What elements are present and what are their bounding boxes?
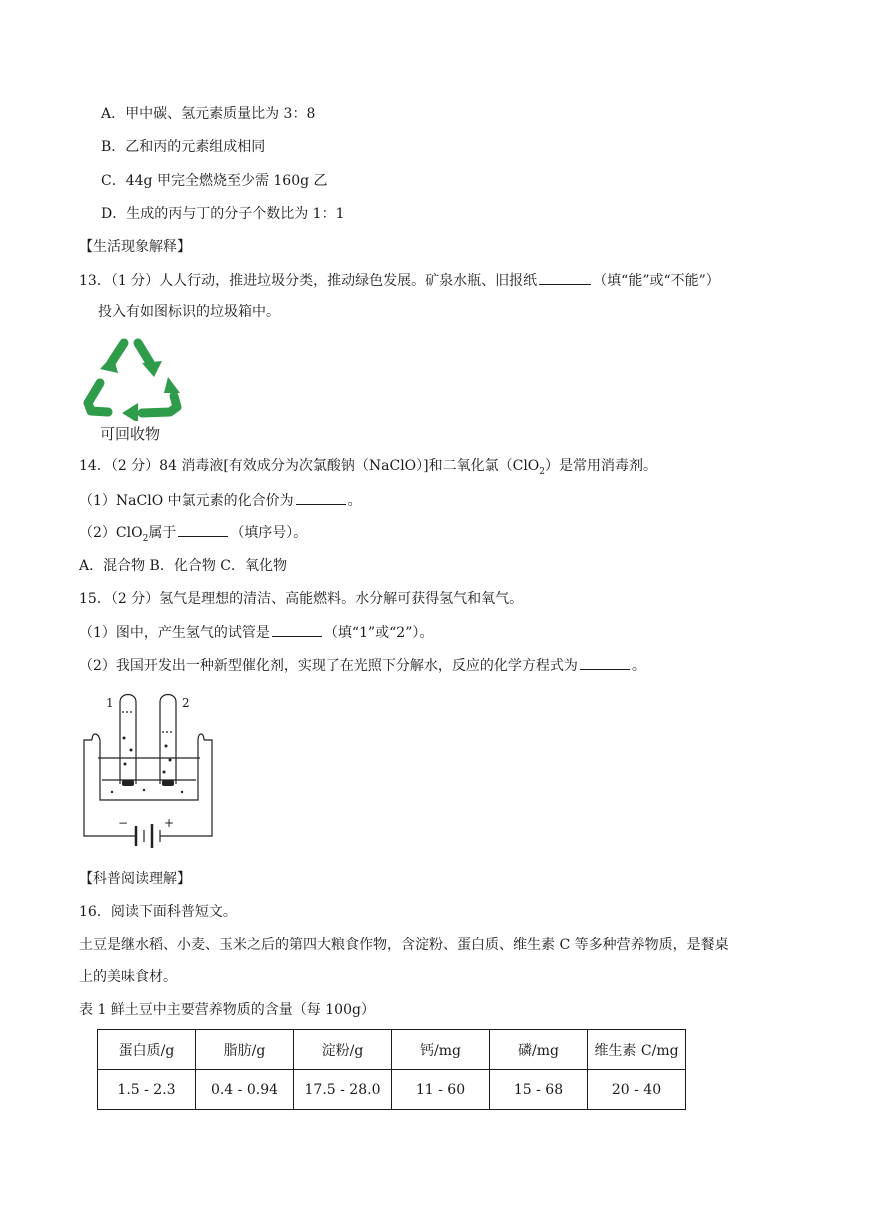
- q14-p2-blank[interactable]: [178, 522, 228, 537]
- electrolysis-diagram: [78, 688, 220, 856]
- table-header-cell: 维生素 C/mg: [588, 1030, 686, 1070]
- option-b: B．乙和丙的元素组成相同: [101, 139, 266, 155]
- table-cell: 15 - 68: [490, 1070, 588, 1110]
- q14-p2-mid: 属于: [148, 525, 177, 541]
- q15-p1-blank[interactable]: [272, 622, 322, 637]
- table-cell: 17.5 - 28.0: [294, 1070, 392, 1110]
- q13-text2: （填“能”或“不能”）: [593, 273, 720, 289]
- q15-part1: [79, 622, 433, 643]
- q14-p2-sub: 2: [142, 533, 149, 544]
- q15-p1-end: （填“1”或“2”）。: [323, 625, 434, 641]
- q14-part2: [79, 522, 307, 549]
- electrolysis-apparatus: [78, 688, 220, 856]
- q15-p1-text: （1）图中，产生氢气的试管是: [79, 625, 270, 641]
- tube-label-2: 2: [182, 696, 190, 710]
- recycle-label: 可回收物: [100, 425, 161, 443]
- q13-stem: [79, 270, 720, 291]
- q15-p2-blank[interactable]: [580, 655, 630, 670]
- table-header-cell: 脂肪/g: [196, 1030, 294, 1070]
- q14-p1-text: （1）NaClO 中氯元素的化合价为: [79, 493, 294, 509]
- q15-stem: 15．（2 分）氢气是理想的清洁、高能燃料。水分解可获得氢气和氧气。: [79, 591, 524, 607]
- option-c: C．44g 甲完全燃烧至少需 160g 乙: [101, 173, 328, 189]
- table-cell: 11 - 60: [392, 1070, 490, 1110]
- q15-p2-text: （2）我国开发出一种新型催化剂，实现了在光照下分解水，反应的化学方程式为: [79, 658, 578, 674]
- battery-plus-label: +: [164, 816, 175, 830]
- q15-p2-end: 。: [631, 658, 646, 674]
- section-heading-sci: 【科普阅读理解】: [79, 871, 191, 887]
- option-d: D．生成的丙与丁的分子个数比为 1：1: [101, 206, 345, 222]
- table-header-cell: 钙/mg: [392, 1030, 490, 1070]
- table-cell: 1.5 - 2.3: [98, 1070, 196, 1110]
- table-header-cell: 淀粉/g: [294, 1030, 392, 1070]
- q14-part1: [79, 490, 362, 511]
- tube-label-1: 1: [106, 696, 114, 710]
- battery-minus-label: −: [118, 816, 129, 830]
- q16-paragraph-line1: 土豆是继水稻、小麦、玉米之后的第四大粮食作物，含淀粉、蛋白质、维生素 C 等多种营养物质，是餐桌: [79, 937, 729, 953]
- option-a: A．甲中碳、氢元素质量比为 3：8: [101, 106, 316, 122]
- q13-stem-cont: 投入有如图标识的垃圾箱中。: [98, 304, 280, 320]
- table-row: [98, 1070, 686, 1110]
- q14-stem-sub: 2: [539, 466, 546, 477]
- table-header-row: [98, 1030, 686, 1070]
- q14-stem: [79, 456, 657, 482]
- q14-p1-end: 。: [347, 493, 362, 509]
- q13-answer-blank[interactable]: [539, 270, 591, 285]
- q14-p1-blank[interactable]: [296, 490, 346, 505]
- q16-stem: 16．阅读下面科普短文。: [79, 904, 237, 920]
- q14-choices: A．混合物 B．化合物 C．氧化物: [79, 558, 288, 574]
- q14-stem-text: 14．（2 分）84 消毒液[有效成分为次氯酸钠（NaClO）]和二氧化氯（ClO: [79, 458, 540, 474]
- table-header-cell: 磷/mg: [490, 1030, 588, 1070]
- recycle-logo: [80, 333, 184, 445]
- q16-paragraph-line2: 上的美味食材。: [79, 969, 177, 985]
- table-caption: 表 1 鲜土豆中主要营养物质的含量（每 100g）: [79, 1002, 375, 1018]
- q13-text1: 13．（1 分）人人行动，推进垃圾分类，推动绿色发展。矿泉水瓶、旧报纸: [79, 273, 538, 289]
- nutrition-table: [97, 1029, 686, 1110]
- recycle-icon: [80, 333, 184, 421]
- table-cell: 20 - 40: [588, 1070, 686, 1110]
- q14-stem-end: ）是常用消毒剂。: [545, 458, 658, 474]
- q15-part2: [79, 655, 646, 676]
- section-heading-life: 【生活现象解释】: [79, 239, 191, 255]
- q14-p2-text: （2）ClO: [79, 525, 143, 541]
- q14-p2-end: （填序号）。: [230, 525, 308, 541]
- table-cell: 0.4 - 0.94: [196, 1070, 294, 1110]
- table-header-cell: 蛋白质/g: [98, 1030, 196, 1070]
